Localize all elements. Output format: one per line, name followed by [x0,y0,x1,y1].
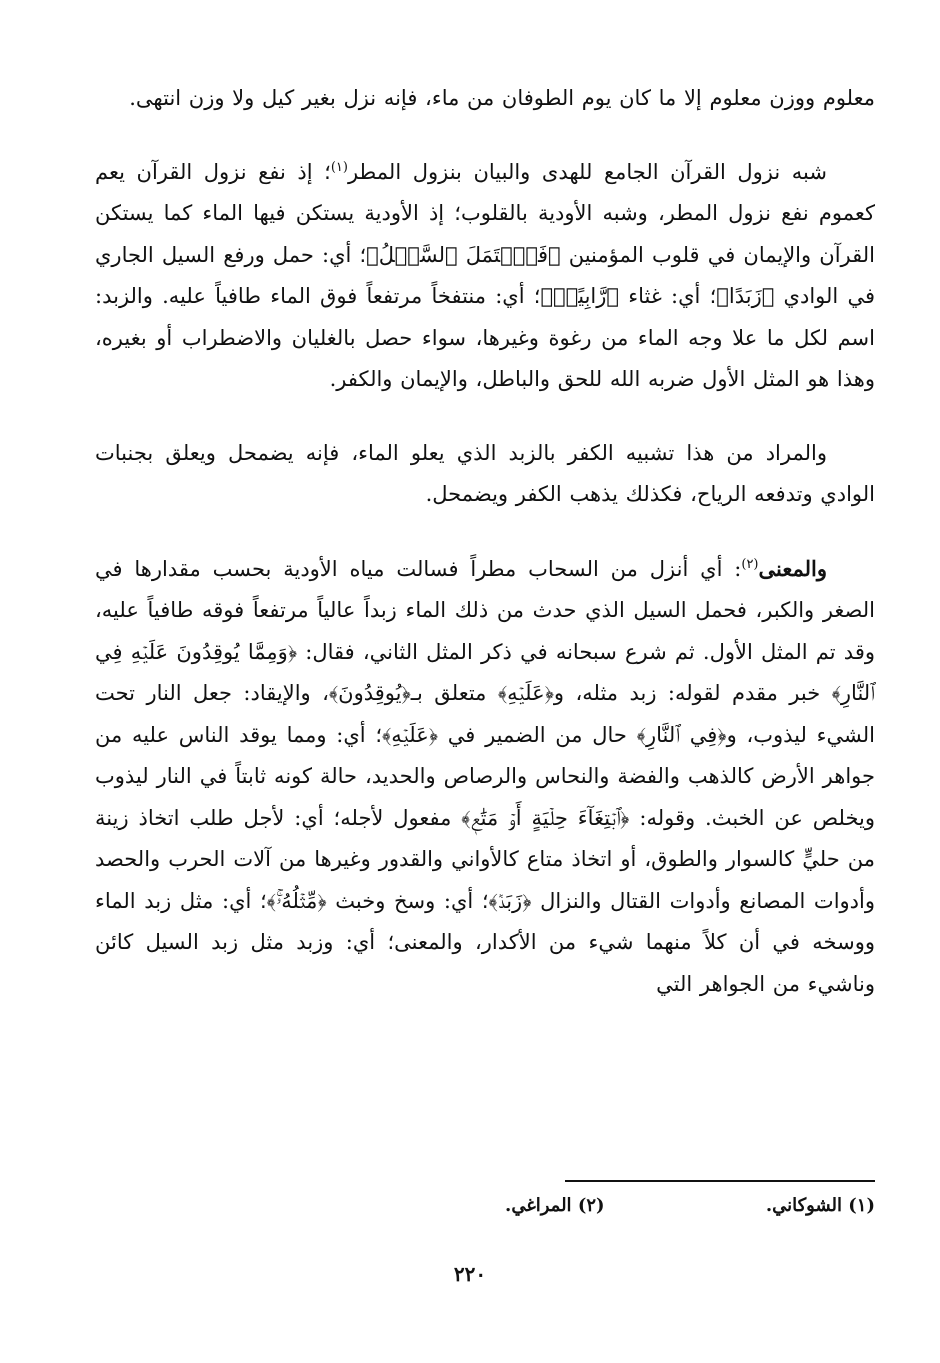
paragraph-1: معلوم ووزن معلوم إلا ما كان يوم الطوفان من ماء، فإنه نزل بغير كيل ولا وزن انتهى. [129,86,875,110]
footnote-divider [565,1180,875,1182]
paragraph-2-part-b: ؛ إذ نفع نزول القرآن يعم كعموم نفع نزول المطر، وشبه الأودية بالقلوب؛ إذ الأودية يستكن فيها الماء كما يستكن القرآن والإيمان في قلوب المؤمنين ﴿فَٱحۡتَمَلَ ٱلسَّيۡلُ﴾؛ أي: حمل ورفع السيل الجاري في الوادي ﴿زَبَدًا﴾؛ أي: غثاء ﴿رَّابِيًاۖ﴾؛ أي: منتفخاً مرتفعاً فوق الماء طافياً عليه. والزبد: اسم لكل ما علا وجه الماء من رغوة وغيرها، سواء حصل بالغليان والاضطراب أو بغيره، وهذا هو المثل الأول ضربه الله للحق والباطل، والإيمان والكفر. [95,159,875,391]
footnote-ref-2: (٢) [741,556,759,572]
footnote-1: (١) الشوكاني. [765,1195,875,1216]
footnote-2: (٢) المراغي. [505,1195,605,1216]
paragraph-4 [95,548,875,1006]
page-body [95,78,875,1005]
paragraph-4-lead: والمعنى [758,555,827,581]
paragraph-2-part-a: شبه نزول القرآن الجامع للهدى والبيان بنزول المطر [347,159,827,184]
footnote-ref-1: (١) [330,159,348,175]
footnotes [95,1192,875,1220]
paragraph-2 [95,152,875,401]
paragraph-3: والمراد من هذا تشبيه الكفر بالزبد الذي يعلو الماء، فإنه يضمحل ويعلق بجنبات الوادي وتدفعه الرياح، فكذلك يذهب الكفر ويضمحل. [95,440,875,506]
paragraph-4-text: : أي أنزل من السحاب مطراً فسالت مياه الأودية بحسب مقدارها في الصغر والكبر، فحمل السيل الذي حدث من ذلك الماء زبداً عالياً مرتفعاً فوقه طافياً عليه، وقد تم المثل الأول. ثم شرع سبحانه في ذكر المثل الثاني، فقال: ﴿وَمِمَّا يُوقِدُونَ عَلَيۡهِ فِي ٱلنَّارِ﴾ خبر مقدم لقوله: زبد مثله، و﴿عَلَيۡهِ﴾ متعلق بـ﴿يُوقِدُونَ﴾، والإيقاد: جعل النار تحت الشيء ليذوب، و﴿فِي ٱلنَّارِ﴾ حال من الضمير في ﴿عَلَيۡهِ﴾؛ أي: ومما يوقد الناس عليه من جواهر الأرض كالذهب والفضة والنحاس والرصاص والحديد، حالة كونه ثابتاً في النار ليذوب ويخلص عن الخبث. وقوله: ﴿ٱبۡتِغَآءَ حِلۡيَةٍ أَوۡ مَتَٰعٖ﴾ مفعول لأجله؛ أي: لأجل طلب اتخاذ زينة من حليٍّ كالسوار والطوق، أو اتخاذ متاع كالأواني والقدور وغيرها من آلات الحرب والحصد وأدوات المصانع وأدوات القتال والنزال ﴿زَبَدٞ﴾؛ أي: وسخ وخبث ﴿مِّثۡلُهُۥۚ﴾؛ أي: مثل زبد الماء ووسخه في أن كلاً منهما شيء من الأكدار، والمعنى؛ أي: وزبد مثل زبد السيل كائن وناشيء من الجواهر التي [95,556,875,996]
page-number: ٢٢٠ [453,1262,487,1286]
